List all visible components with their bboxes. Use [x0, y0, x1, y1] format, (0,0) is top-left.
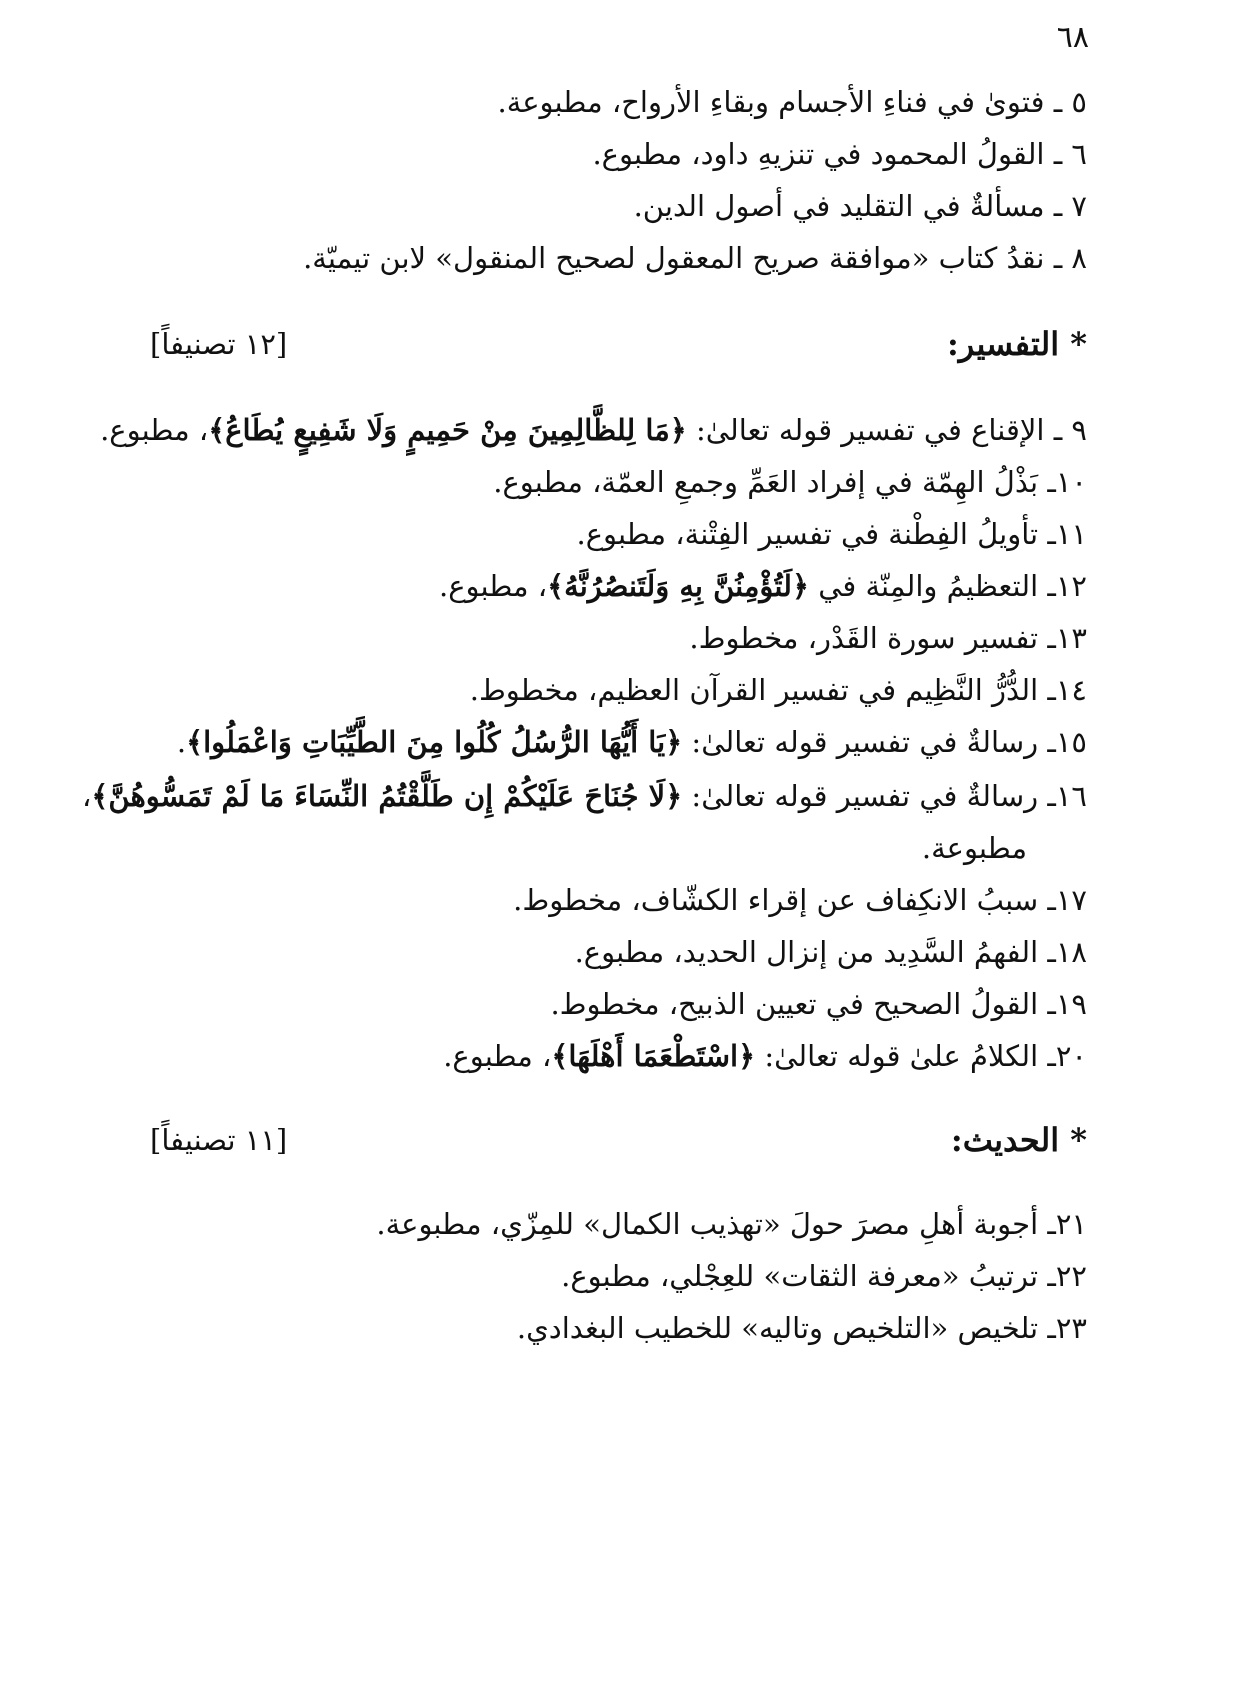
list-item: ٦ ـ القولُ المحمود في تنزيهِ داود، مطبوع.: [592, 137, 1087, 171]
section-header-tafsir: [150, 322, 1087, 366]
page-number: ٦٨: [1056, 20, 1089, 55]
quran-verse: ﴿لَا جُنَاحَ عَلَيْكُمْ إِن طَلَّقْتُمُ النِّسَاءَ مَا لَمْ تَمَسُّوهُنَّ﴾: [91, 779, 683, 813]
item-text: ٩ ـ الإقناع في تفسير قوله تعالىٰ:: [686, 413, 1087, 447]
list-item: ٢٣ـ تلخيص «التلخيص وتاليه» للخطيب البغدادي.: [516, 1311, 1087, 1345]
list-item: ١١ـ تأويلُ الفِطْنة في تفسير الفِتْنة، مطبوع.: [576, 517, 1087, 551]
list-item: ١٨ـ الفهمُ السَّدِيد من إنزال الحديد، مطبوع.: [574, 935, 1087, 969]
list-item: ١٧ـ سببُ الانكِفاف عن إقراء الكشّاف، مخطوط.: [513, 883, 1087, 917]
item-text-end: .: [176, 725, 187, 759]
quran-verse: ﴿يَا أَيُّهَا الرُّسُلُ كُلُوا مِنَ الطَّيِّبَاتِ وَاعْمَلُوا﴾: [186, 725, 683, 759]
list-item: ١٣ـ تفسير سورة القَدْر، مخطوط.: [689, 621, 1087, 655]
section-title: * الحديث:: [950, 1121, 1087, 1159]
list-item: [82, 776, 1087, 816]
item-text-end: ،: [82, 779, 92, 813]
list-item: ٢٢ـ ترتيبُ «معرفة الثقات» للعِجْلي، مطبوع.: [561, 1259, 1087, 1293]
section-count: [١١ تصنيفاً]: [150, 1123, 288, 1157]
list-item: ١٩ـ القولُ الصحيح في تعيين الذبيح، مخطوط.: [550, 987, 1087, 1021]
quran-verse: ﴿اسْتَطْعَمَا أَهْلَهَا﴾: [551, 1039, 756, 1073]
quran-verse: ﴿مَا لِلظَّالِمِينَ مِنْ حَمِيمٍ وَلَا شَفِيعٍ يُطَاعُ﴾: [208, 413, 687, 447]
item-text: ١٢ـ التعظيمُ والمِنّة في: [809, 569, 1087, 603]
item-text-end: ، مطبوع.: [439, 569, 548, 603]
list-item: [150, 566, 1087, 606]
list-item: ٧ ـ مسألةٌ في التقليد في أصول الدين.: [633, 189, 1087, 223]
list-item: ١٤ـ الدُّرُّ النَّظِيم في تفسير القرآن العظيم، مخطوط.: [469, 673, 1087, 707]
list-item: ٨ ـ نقدُ كتاب «موافقة صريح المعقول لصحيح المنقول» لابن تيميّة.: [303, 241, 1087, 275]
section-title: * التفسير:: [946, 325, 1087, 363]
section-count: [١٢ تصنيفاً]: [150, 327, 288, 361]
list-item: [150, 1036, 1087, 1076]
list-item: [150, 722, 1087, 762]
item-text: ١٦ـ رسالةٌ في تفسير قوله تعالىٰ:: [682, 779, 1087, 813]
item-text-end: ، مطبوع.: [443, 1039, 552, 1073]
item-text: ١٥ـ رسالةٌ في تفسير قوله تعالىٰ:: [682, 725, 1087, 759]
list-item: ٥ ـ فتوىٰ في فناءِ الأجسام وبقاءِ الأرواح، مطبوعة.: [497, 85, 1087, 119]
item-text: ٢٠ـ الكلامُ علىٰ قوله تعالىٰ:: [755, 1039, 1087, 1073]
list-item: ١٠ـ بَذْلُ الهِمّة في إفراد العَمِّ وجمعِ العمّة، مطبوع.: [493, 465, 1087, 499]
list-item-continuation: مطبوعة.: [921, 831, 1027, 865]
list-item: [100, 410, 1087, 450]
section-header-hadith: [150, 1118, 1087, 1162]
quran-verse: ﴿لَتُؤْمِنُنَّ بِهِ وَلَتَنصُرُنَّهُ﴾: [547, 569, 809, 603]
item-text-end: ، مطبوع.: [100, 413, 209, 447]
list-item: ٢١ـ أجوبة أهلِ مصرَ حولَ «تهذيب الكمال» للمِزّي، مطبوعة.: [376, 1207, 1087, 1241]
